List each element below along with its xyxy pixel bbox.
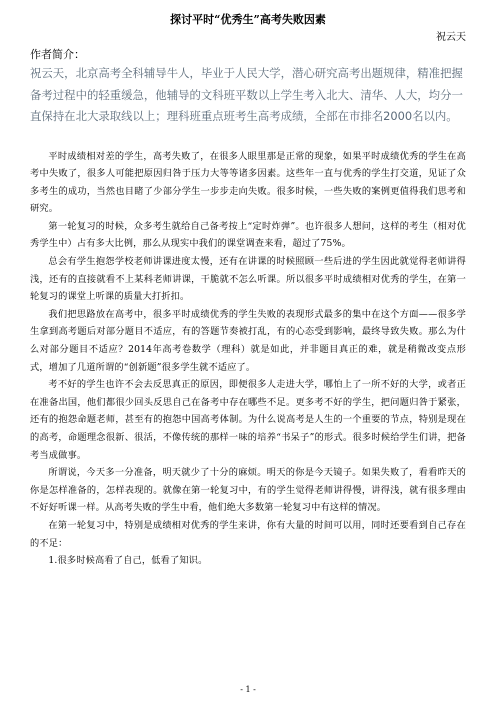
paragraph: 1.很多时候高看了自己，低看了知识。: [48, 555, 208, 567]
paragraph: 总会有学生抱怨学校老师讲课进度太慢，还有在讲课的时候照顾一些后进的学生因此就觉得老师讲得浅，还有的直接就看不上某科老师讲课，干脆就不怎么听课。所以很多平时成绩相对优秀的学生，在第一轮复习的课堂上听课的质量大打折扣。: [30, 256, 466, 303]
paragraph: 考不好的学生也许不会去反思真正的原因，即便很多人走进大学，哪怕上了一所不好的大学，或者正在准备出国，他们都很少回头反思自己在备考中存在哪些不足。更多考不好的学生，把问题归咎于紧张，还有的抱怨命题老师，甚至有的抱怨中国高考体制。为什么说高考是人生的一个重要的节点，特别是现在的高考，命题理念很新、很活，不像传统的那样一味的培养“书呆子”的形式。很多时候给学生们讲，把备考当成做事。: [30, 379, 466, 461]
paragraph: 在第一轮复习中，特别是成绩相对优秀的学生来讲，你有大量的时间可以用，同时还要看到自己存在的不足：: [30, 519, 466, 549]
paragraph: 我们把思路放在高考中，很多平时成绩优秀的学生失败的表现形式最多的集中在这个方面——很多学生拿到高考题后对部分题目不适应，有的答题节奏被打乱，有的心态受到影响，最终导致失败。那么为什么对部分题目不适应？2014年高考卷数学（理科）就是如此，并非题目真正的难，就是稍微改变点形式，增加了几道所谓的“创新题”很多学生就不适应了。: [30, 308, 466, 373]
paragraph: 第一轮复习的时候，众多考生就给自己备考按上“定时炸弹”。也许很多人想问，这样的考生（相对优秀学生中）占有多大比例，那么从现实中我们的课堂调查来看，超过了75%。: [30, 220, 466, 250]
author-name: 祝云天: [436, 32, 466, 43]
page-number: - 1 -: [240, 685, 256, 694]
paragraph: 平时成绩相对差的学生，高考失败了，在很多人眼里那是正常的现象，如果平时成绩优秀的学生在高考中失败了，很多人可能把原因归咎于压力大等等诸多因素。这些年一直与优秀的学生打交道，见证了众多考生的成功，当然也目睹了少部分学生一步步走向失败。很多时候，一些失败的案例更值得我们思考和研究。: [30, 150, 466, 215]
intro-label: 作者简介：: [30, 48, 85, 61]
paragraph: 所谓说，今天多一分准备，明天就少了十分的麻烦。明天的你是今天镜子。如果失败了，看看昨天的你是怎样准备的，怎样表现的。就像在第一轮复习中，有的学生觉得老师讲得慢，讲得浅，就有很多理由不好好听课一样。从高考失败的学生中看，他们绝大多数第一轮复习中有这样的情况。: [30, 467, 466, 514]
author-intro: 祝云天，北京高考全科辅导牛人，毕业于人民大学，潜心研究高考出题规律，精准把握备考过程中的轻重缓急，他辅导的文科班平数以上学生考入北大、清华、人大，均分一直保持在北大录取线以上；理科班重点班考生高考成绩，全部在市排名2000名以内。: [30, 66, 463, 123]
document-title: 探讨平时“优秀生”高考失败因素: [170, 13, 326, 26]
article-body: [30, 148, 466, 570]
